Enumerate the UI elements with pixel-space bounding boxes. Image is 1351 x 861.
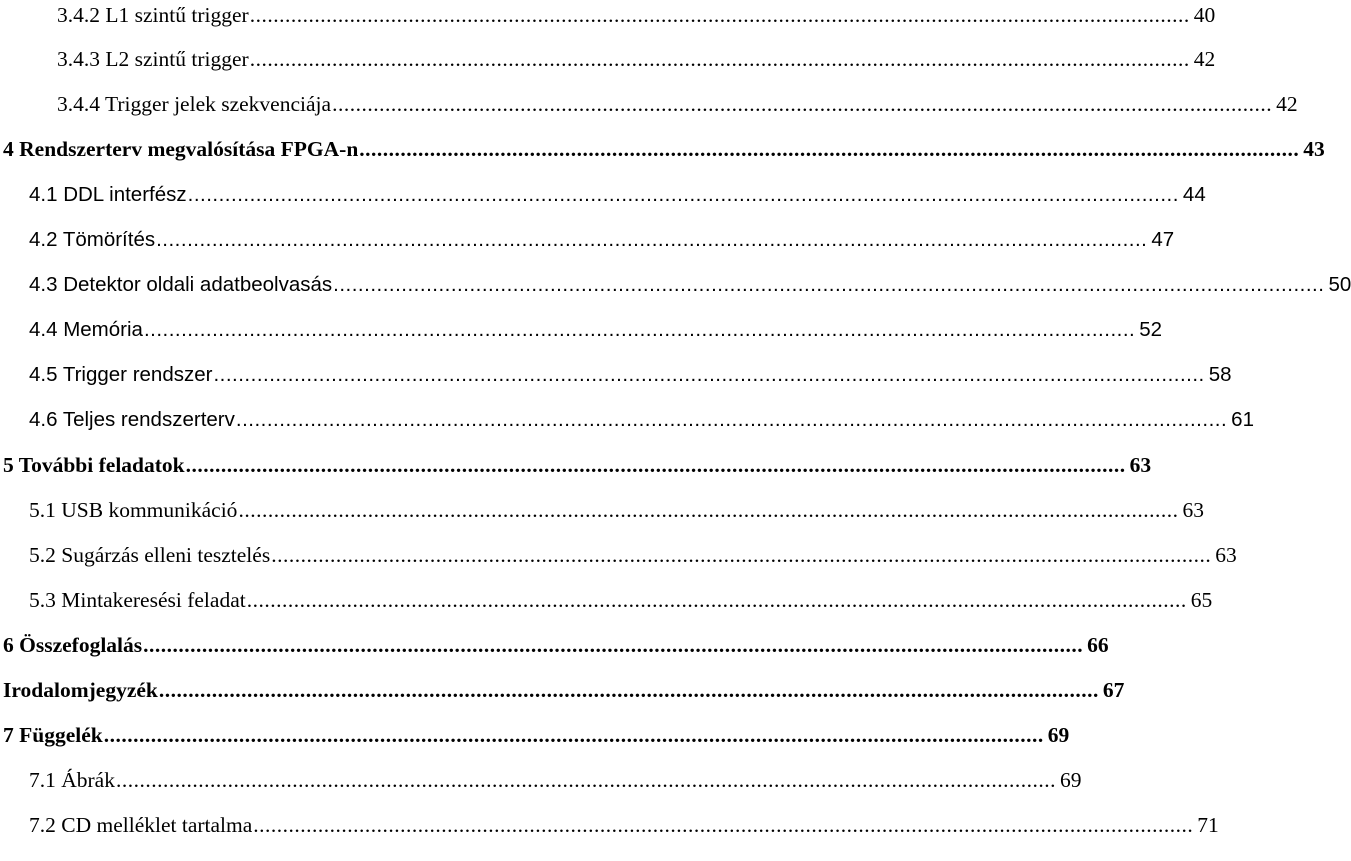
toc-page-number: 69 <box>1059 767 1082 792</box>
toc-page-number: 47 <box>1151 227 1175 251</box>
toc-entry-4-4[interactable] <box>29 304 1163 341</box>
toc-entry-5-2[interactable] <box>29 530 1237 567</box>
toc-entry-chapter-5[interactable] <box>3 440 1152 477</box>
toc-dot-leader: ................................................................................................................................................................ <box>359 136 1300 161</box>
toc-page-number: 61 <box>1231 407 1254 431</box>
toc-page-number: 43 <box>1303 136 1325 161</box>
toc-dot-leader: ................................................................................................................................................................ <box>187 182 1179 206</box>
toc-entry-4-3[interactable] <box>29 259 1351 296</box>
toc-entry-chapter-7[interactable] <box>3 710 1070 747</box>
toc-entry-title: 3.4.3 L2 szintű trigger <box>57 46 249 71</box>
toc-dot-leader: ................................................................................................................................................................ <box>271 542 1212 567</box>
toc-dot-leader: ................................................................................................................................................................ <box>143 632 1084 657</box>
toc-entry-3-4-2[interactable] <box>57 0 1216 27</box>
toc-dot-leader: ................................................................................................................................................................ <box>332 91 1273 116</box>
toc-entry-title: 7.2 CD melléklet tartalma <box>29 812 253 837</box>
toc-entry-7-2[interactable] <box>29 800 1219 837</box>
toc-entry-5-3[interactable] <box>29 575 1213 612</box>
toc-entry-title: 4.6 Teljes rendszerterv <box>29 407 235 431</box>
toc-entry-title: 4.2 Tömörítés <box>29 227 156 251</box>
toc-entry-title: 5.1 USB kommunikáció <box>29 497 238 522</box>
toc-page-number: 65 <box>1190 587 1213 612</box>
toc-entry-title: 4.3 Detektor oldali adatbeolvasás <box>29 272 333 296</box>
toc-dot-leader: ................................................................................................................................................................ <box>246 587 1187 612</box>
toc-dot-leader: ................................................................................................................................................................ <box>115 767 1056 792</box>
toc-entry-title: 3.4.4 Trigger jelek szekvenciája <box>57 91 332 116</box>
toc-entry-title: 3.4.2 L1 szintű trigger <box>57 2 249 27</box>
toc-page-number: 52 <box>1139 317 1163 341</box>
toc-entry-title: 5 További feladatok <box>3 452 185 477</box>
toc-dot-leader: ................................................................................................................................................................ <box>103 722 1044 747</box>
toc-entry-7-1[interactable] <box>29 755 1082 792</box>
toc-page-number: 58 <box>1208 362 1232 386</box>
toc-entry-title: Irodalomjegyzék <box>3 677 158 702</box>
toc-entry-title: 7.1 Ábrák <box>29 767 115 792</box>
toc-entry-title: 7 Függelék <box>3 722 103 747</box>
toc-entry-3-4-3[interactable] <box>57 34 1216 71</box>
toc-entry-bibliography[interactable] <box>3 665 1125 702</box>
toc-page-number: 42 <box>1276 91 1298 116</box>
toc-entry-title: 4.4 Memória <box>29 317 143 341</box>
toc-dot-leader: ................................................................................................................................................................ <box>156 227 1148 251</box>
toc-entry-4-5[interactable] <box>29 349 1232 386</box>
toc-dot-leader: ................................................................................................................................................................ <box>235 407 1228 431</box>
toc-entry-title: 4.1 DDL interfész <box>29 182 187 206</box>
toc-dot-leader: ................................................................................................................................................................ <box>249 46 1190 71</box>
toc-page-number: 63 <box>1182 497 1204 522</box>
toc-entry-title: 4 Rendszerterv megvalósítása FPGA-n <box>3 136 359 161</box>
toc-dot-leader: ................................................................................................................................................................ <box>185 452 1126 477</box>
toc-page-number: 67 <box>1102 677 1125 702</box>
toc-entry-4-1[interactable] <box>29 169 1206 206</box>
toc-entry-chapter-4[interactable] <box>3 124 1325 161</box>
toc-entry-title: 4.5 Trigger rendszer <box>29 362 213 386</box>
toc-page-number: 40 <box>1193 2 1216 27</box>
toc-page-number: 71 <box>1197 812 1219 837</box>
toc-dot-leader: ................................................................................................................................................................ <box>158 677 1099 702</box>
toc-entry-5-1[interactable] <box>29 485 1204 522</box>
toc-entry-4-2[interactable] <box>29 214 1175 251</box>
toc-page-number: 63 <box>1215 542 1237 567</box>
toc-entry-3-4-4[interactable] <box>57 79 1298 116</box>
toc-dot-leader: ................................................................................................................................................................ <box>213 362 1205 386</box>
toc-page-number: 66 <box>1087 632 1109 657</box>
toc-dot-leader: ................................................................................................................................................................ <box>143 317 1136 341</box>
toc-dot-leader: ................................................................................................................................................................ <box>238 497 1179 522</box>
toc-entry-4-6[interactable] <box>29 394 1254 431</box>
toc-page-number: 44 <box>1182 182 1206 206</box>
toc-dot-leader: ................................................................................................................................................................ <box>333 272 1325 296</box>
toc-entry-title: 5.2 Sugárzás elleni tesztelés <box>29 542 271 567</box>
toc-page-number: 63 <box>1129 452 1152 477</box>
toc-page-number: 42 <box>1193 46 1216 71</box>
toc-entry-chapter-6[interactable] <box>3 620 1109 657</box>
toc-entry-title: 5.3 Mintakeresési feladat <box>29 587 246 612</box>
toc-page-number: 50 <box>1328 272 1351 296</box>
toc-page-number: 69 <box>1047 722 1070 747</box>
toc-entry-title: 6 Összefoglalás <box>3 632 143 657</box>
toc-dot-leader: ................................................................................................................................................................ <box>249 2 1190 27</box>
toc-dot-leader: ................................................................................................................................................................ <box>253 812 1194 837</box>
